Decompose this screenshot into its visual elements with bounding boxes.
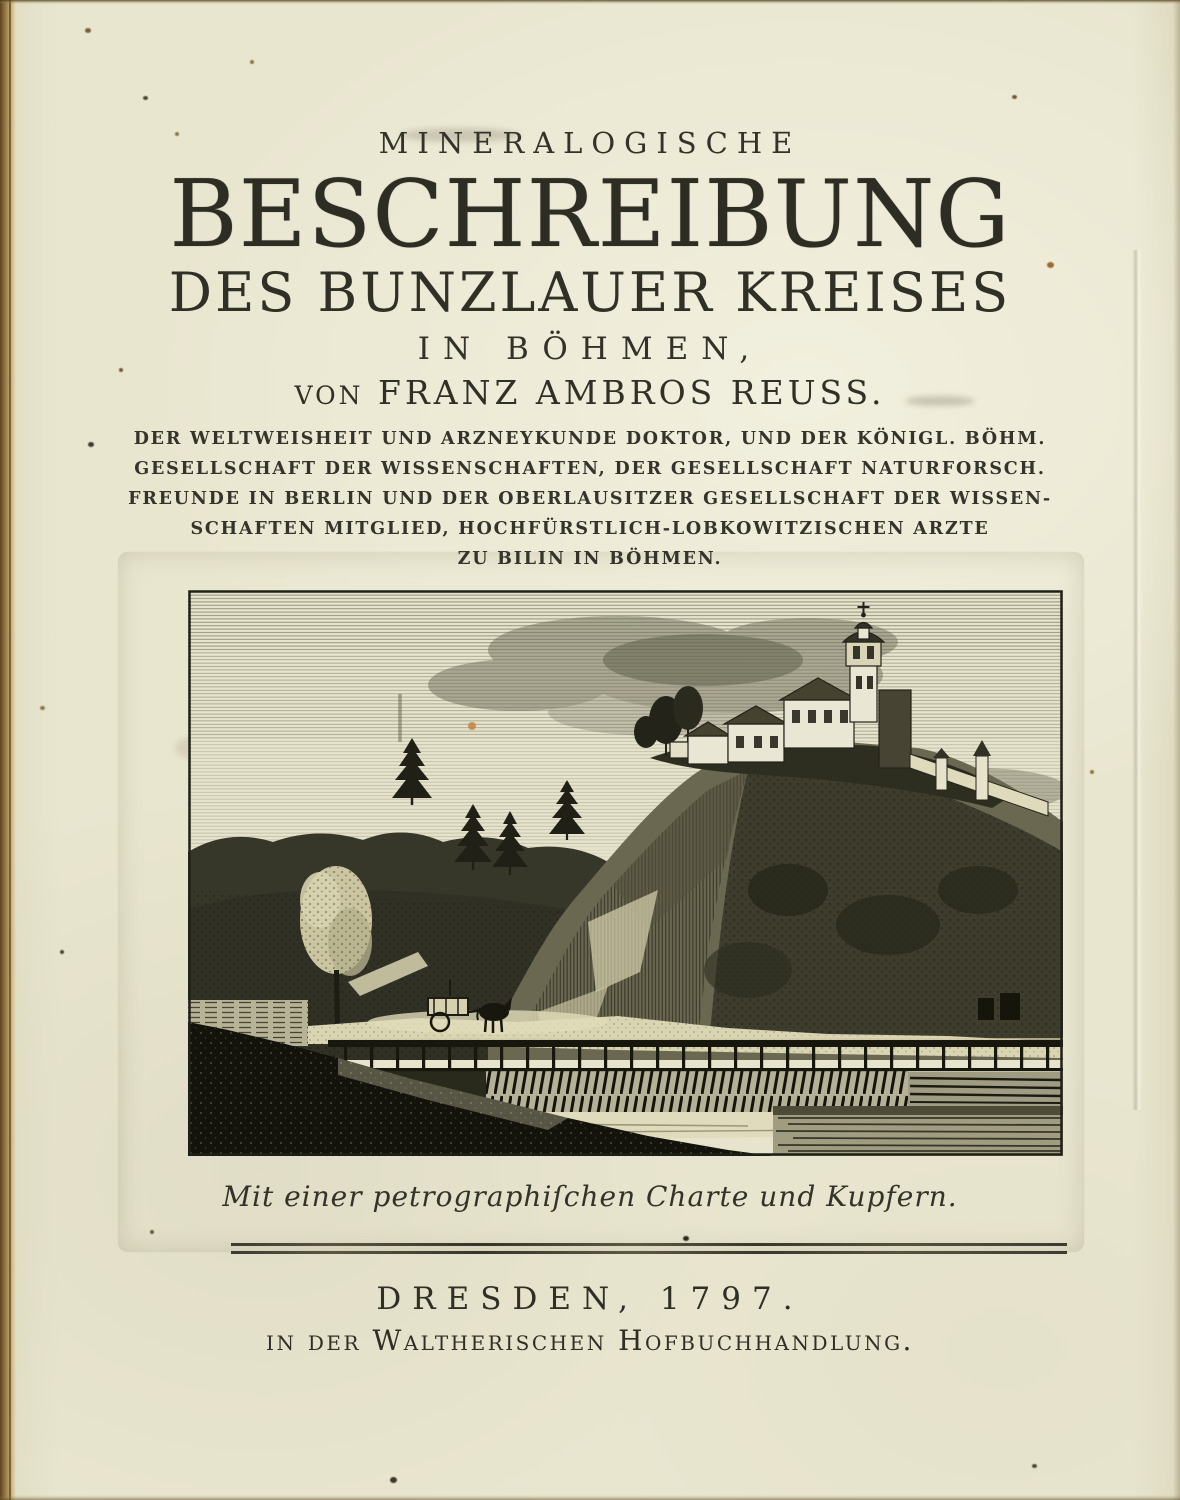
- credentials-line: GESELLSCHAFT DER WISSENSCHAFTEN, DER GESELLSCHAFT NATURFORSCH.: [134, 459, 1046, 479]
- credentials-line: FREUNDE IN BERLIN UND DER OBERLAUSITZER GESELLSCHAFT DER WISSEN-: [128, 489, 1052, 509]
- page-edge-top: [0, 0, 1180, 4]
- foxing-spot: [85, 28, 91, 33]
- byline: [30, 373, 1150, 412]
- river-foreground: [773, 1106, 1063, 1156]
- foxing-spot: [390, 1477, 397, 1483]
- foxing-spot: [119, 368, 123, 372]
- region-line: IN BÖHMEN,: [417, 331, 763, 367]
- rule-line: [231, 1251, 1067, 1254]
- foxing-spot: [1032, 1464, 1037, 1468]
- series-line: MINERALOGISCHE: [378, 126, 802, 160]
- imprint-publisher: [30, 1324, 1150, 1357]
- publisher-prefix: in der: [266, 1324, 362, 1357]
- author-name: FRANZ AMBROS REUSS.: [378, 373, 886, 412]
- binding-edge-line: [9, 0, 11, 1500]
- rule-line: [231, 1243, 1067, 1246]
- byline-prefix: VON: [294, 381, 364, 410]
- ink-speck: [683, 1236, 689, 1241]
- double-rule: [231, 1243, 1067, 1259]
- foxing-spot: [60, 950, 64, 954]
- foxing-spot: [250, 60, 254, 64]
- foxing-spot: [143, 96, 148, 100]
- credentials-line: SCHAFTEN MITGLIED, HOCHFÜRSTLICH-LOBKOWITZISCHEN ARZTE: [190, 519, 990, 539]
- page-edge-bottom: [0, 1495, 1180, 1500]
- engraving-vignette: [188, 590, 1063, 1156]
- credentials-line: DER WELTWEISHEIT UND ARZNEYKUNDE DOKTOR, UND DER KÖNIGL. BÖHM.: [133, 429, 1047, 449]
- main-title: BESCHREIBUNG: [169, 160, 1011, 268]
- fox-spot-in-plate: [468, 722, 476, 730]
- publisher-name: Waltherischen Hofbuchhandlung.: [372, 1324, 914, 1357]
- engraving-caption: Mit einer petrographiſchen Charte und Kupfern.: [222, 1180, 958, 1213]
- author-credentials: [30, 424, 1150, 574]
- page-edge-right: [1173, 0, 1180, 1500]
- foxing-spot: [1090, 770, 1094, 774]
- imprint-place-year: DRESDEN, 1797.: [376, 1281, 804, 1317]
- credentials-line: ZU BILIN IN BÖHMEN.: [457, 549, 723, 569]
- binding-edge: [0, 0, 16, 1500]
- foxing-spot: [40, 706, 45, 710]
- foxing-spot: [150, 1230, 154, 1234]
- subtitle: DES BUNZLAUER KREISES: [168, 261, 1012, 324]
- castle-keep: [879, 690, 911, 768]
- foxing-spot: [1012, 95, 1017, 99]
